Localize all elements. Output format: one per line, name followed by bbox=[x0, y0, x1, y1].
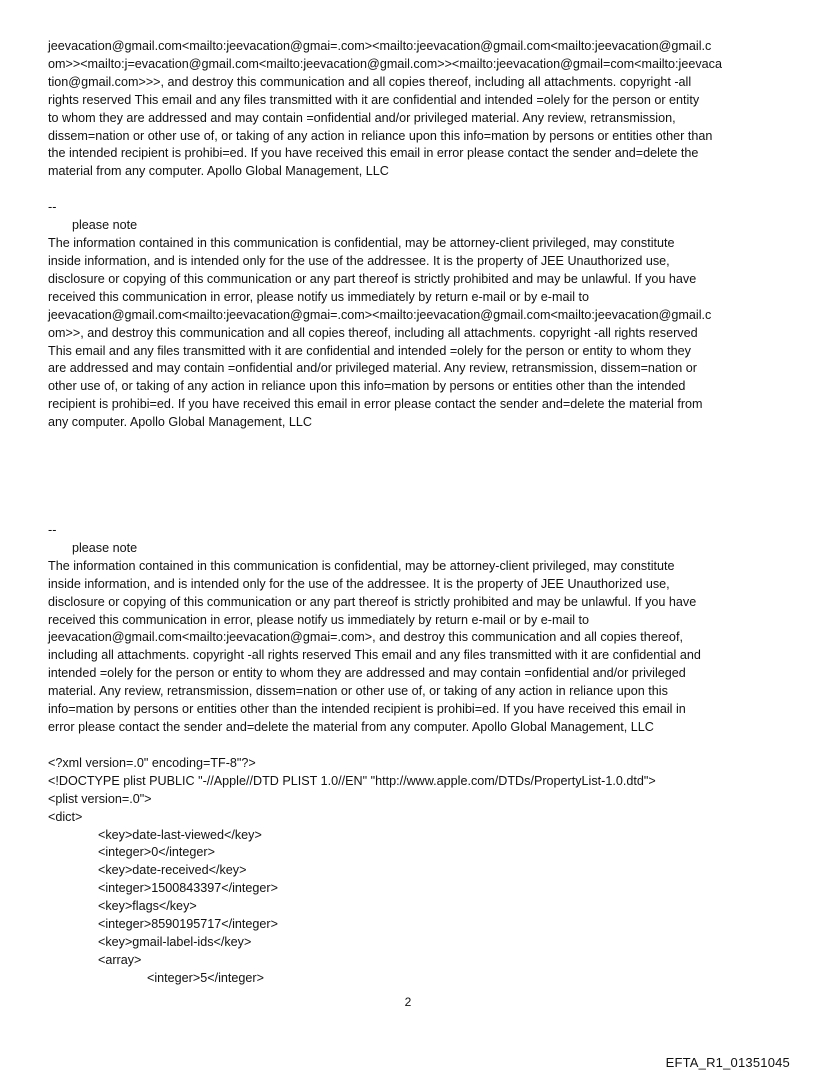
text-line: This email and any files transmitted with it are confidential and intended =olely for the person or entity to whom they bbox=[48, 343, 691, 358]
plist-open-tag: <plist version=.0"> bbox=[48, 791, 152, 806]
text-line: received this communication in error, please notify us immediately by return e-mail or by e-mail to bbox=[48, 289, 590, 304]
text-line: disclosure or copying of this communication or any part thereof is strictly prohibited and may be unlawful. If you have bbox=[48, 271, 697, 286]
xml-doctype: <!DOCTYPE plist PUBLIC "-//Apple//DTD PLIST 1.0//EN" "http://www.apple.com/DTDs/PropertyList-1.0.dtd"> bbox=[48, 773, 656, 788]
xml-entry: <integer>0</integer> bbox=[98, 845, 215, 860]
text-line: the intended recipient is prohibi=ed. If you have received this email in error please contact the sender and=delete the bbox=[48, 146, 699, 161]
text-line: inside information, and is intended only for the use of the addressee. It is the property of JEE Unauthorized use, bbox=[48, 253, 670, 268]
disclaimer-block-1 bbox=[48, 38, 776, 181]
disclaimer-block-3 bbox=[48, 522, 776, 737]
xml-entry: <key>flags</key> bbox=[98, 899, 197, 914]
plist-xml-block bbox=[48, 755, 776, 988]
xml-entry: <key>gmail-label-ids</key> bbox=[98, 934, 252, 949]
note-heading: please note bbox=[72, 540, 138, 555]
text-line: The information contained in this communication is confidential, may be attorney-client privileged, may constitute bbox=[48, 236, 675, 251]
text-line: received this communication in error, please notify us immediately by return e-mail or by e-mail to bbox=[48, 612, 590, 627]
text-line: error please contact the sender and=delete the material from any computer. Apollo Global Management, LLC bbox=[48, 720, 654, 734]
text-line: to whom they are addressed and may contain =onfidential and/or privileged material. Any review, retransmission, bbox=[48, 110, 676, 125]
spacer bbox=[48, 432, 776, 522]
text-line: jeevacation@gmail.com<mailto:jeevacation@gmai=.com><mailto:jeevacation@gmail.com<mailto:jeevacation@gmail.c bbox=[48, 39, 712, 53]
text-line: The information contained in this communication is confidential, may be attorney-client privileged, may constitute bbox=[48, 558, 675, 573]
text-line: inside information, and is intended only for the use of the addressee. It is the property of JEE Unauthorized use, bbox=[48, 576, 670, 591]
text-line: rights reserved This email and any files transmitted with it are confidential and intended =olely for the person or entity bbox=[48, 92, 700, 107]
text-line: jeevacation@gmail.com<mailto:jeevacation@gmai=.com>, and destroy this communication and all copies thereof, bbox=[48, 630, 683, 645]
text-line: tion@gmail.com>>>, and destroy this communication and all copies thereof, including all attachments. copyright -all bbox=[48, 74, 692, 89]
signature-dashes: -- bbox=[48, 523, 57, 538]
bates-number: EFTA_R1_01351045 bbox=[665, 1055, 790, 1070]
disclaimer-block-2 bbox=[48, 199, 776, 432]
text-line: other use of, or taking of any action in reliance upon this info=mation by persons or entities other than the intended bbox=[48, 379, 686, 394]
dict-open-tag: <dict> bbox=[48, 809, 83, 824]
xml-entry: <key>date-last-viewed</key> bbox=[98, 827, 262, 842]
text-line: info=mation by persons or entities other than the intended recipient is prohibi=ed. If you have received this email in bbox=[48, 702, 686, 717]
spacer bbox=[48, 737, 776, 755]
page-number: 2 bbox=[404, 995, 412, 1009]
xml-entry: <integer>8590195717</integer> bbox=[98, 917, 278, 932]
text-line: om>><mailto:j=evacation@gmail.com<mailto:jeevacation@gmail.com>><mailto:jeevacation@gmail=com<mailto:jeevaca bbox=[48, 56, 722, 71]
xml-entry: <key>date-received</key> bbox=[98, 863, 247, 878]
text-line: any computer. Apollo Global Management, LLC bbox=[48, 415, 312, 430]
signature-dashes: -- bbox=[48, 200, 57, 215]
xml-array-item: <integer>5</integer> bbox=[147, 970, 264, 985]
text-line: intended =olely for the person or entity to whom they are addressed and may contain =onfidential and/or privileged bbox=[48, 666, 686, 681]
xml-entry: <integer>1500843397</integer> bbox=[98, 881, 278, 896]
document-page bbox=[48, 38, 776, 988]
text-line: are addressed and may contain =onfidential and/or privileged material. Any review, retransmission, dissem=nation or bbox=[48, 361, 697, 376]
text-line: recipient is prohibi=ed. If you have received this email in error please contact the sender and=delete the material from bbox=[48, 397, 703, 412]
xml-entry: <array> bbox=[98, 952, 142, 967]
text-line: material from any computer. Apollo Global Management, LLC bbox=[48, 164, 389, 179]
text-line: including all attachments. copyright -all rights reserved This email and any files transmitted with it are confidential and bbox=[48, 648, 701, 663]
xml-declaration: <?xml version=.0" encoding=TF-8"?> bbox=[48, 755, 256, 770]
note-heading: please note bbox=[72, 218, 138, 233]
text-line: om>>, and destroy this communication and all copies thereof, including all attachments. copyright -all rights reserved bbox=[48, 325, 698, 340]
text-line: jeevacation@gmail.com<mailto:jeevacation@gmai=.com><mailto:jeevacation@gmail.com<mailto:jeevacation@gmail.c bbox=[48, 307, 712, 322]
text-line: material. Any review, retransmission, dissem=nation or other use of, or taking of any action in reliance upon this bbox=[48, 684, 668, 699]
text-line: dissem=nation or other use of, or taking of any action in reliance upon this info=mation by persons or entities other than bbox=[48, 128, 713, 143]
text-line: disclosure or copying of this communication or any part thereof is strictly prohibited and may be unlawful. If you have bbox=[48, 594, 697, 609]
spacer bbox=[48, 181, 776, 199]
